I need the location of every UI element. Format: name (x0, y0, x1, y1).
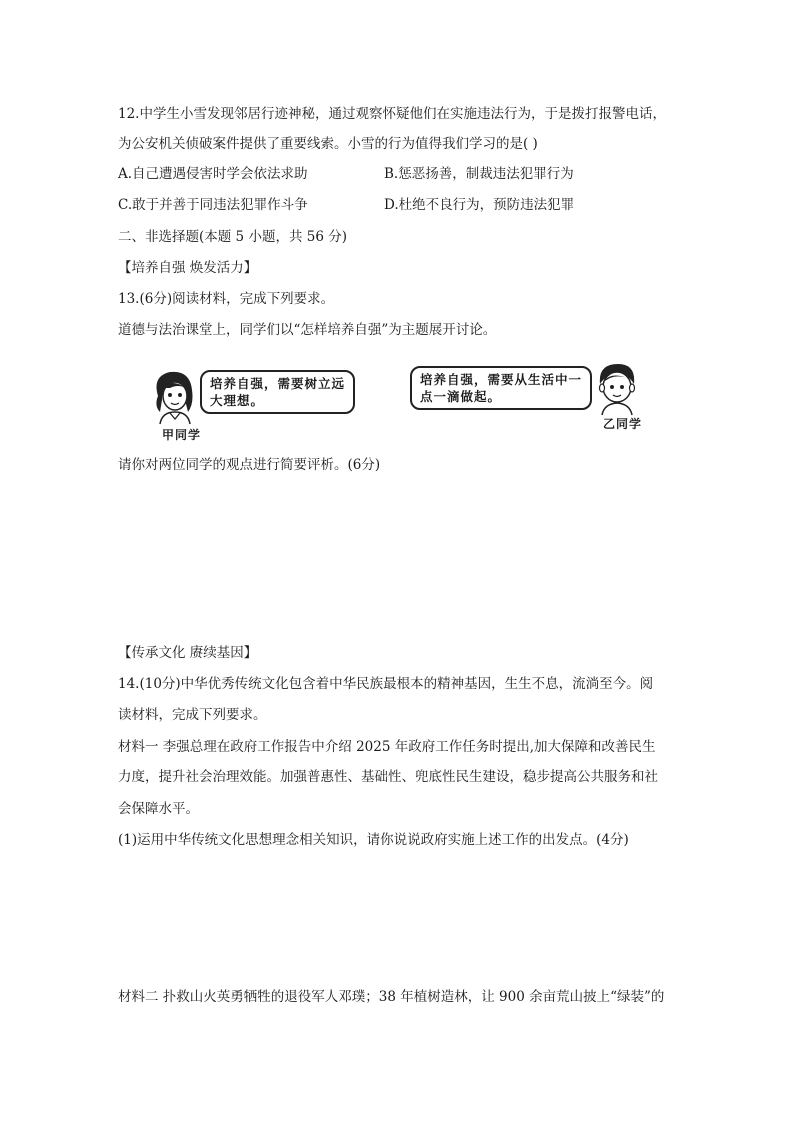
q12-stem-line1: 12.中学生小雪发现邻居行迹神秘，通过观察怀疑他们在实施违法行为，于是拨打报警电话， (118, 106, 666, 122)
q14-material1-line3: 会保障水平。 (118, 801, 199, 817)
right-bubble-line2: 点一滴做起。 (420, 389, 502, 404)
q13-question: 请你对两位同学的观点进行简要评析。(6分) (118, 457, 381, 473)
right-speech-bubble (410, 366, 592, 410)
q12-option-a: A.自己遭遇侵害时学会依法求助 (118, 166, 308, 182)
q12-option-b: B.惩恶扬善，制裁违法犯罪行为 (384, 166, 574, 182)
q13-stem-line1: 13.(6分)阅读材料，完成下列要求。 (118, 291, 335, 307)
q12-stem-line2: 为公安机关侦破案件提供了重要线索。小雪的行为值得我们学习的是( ) (118, 136, 538, 152)
q12-option-c: C.敢于并善于同违法犯罪作斗争 (118, 197, 308, 213)
q13-stem-line2: 道德与法治课堂上，同学们以“怎样培养自强”为主题展开讨论。 (118, 322, 497, 338)
q12-option-d: D.杜绝不良行为，预防违法犯罪 (384, 197, 575, 213)
q14-stem-line2: 读材料，完成下列要求。 (118, 707, 267, 723)
left-speech-bubble (200, 370, 355, 414)
boy-student-illustration (592, 360, 642, 416)
girl-student-illustration (148, 366, 200, 426)
q14-stem-line1: 14.(10分)中华优秀传统文化包含着中华民族最根本的精神基因，生生不息，流淌至今。阅 (118, 676, 654, 692)
q14-material1-line2: 力度，提升社会治理效能。加强普惠性、基础性、兜底性民生建设，稳步提高公共服务和社 (118, 769, 658, 785)
caption-student-jia: 甲同学 (162, 428, 202, 442)
q14-material1-line1: 材料一 李强总理在政府工作报告中介绍 2025 年政府工作任务时提出,加大保障和改善民生 (118, 739, 656, 755)
left-bubble-line2: 大理想。 (210, 393, 265, 408)
q14-material2-line1: 材料二 扑救山火英勇牺牲的退役军人邓璞；38 年植树造林，让 900 余亩荒山披上“绿装”的 (118, 989, 665, 1005)
q14-subquestion-1: (1)运用中华传统文化思想理念相关知识，请你说说政府实施上述工作的出发点。(4分) (118, 832, 629, 848)
section2-heading: 二、非选择题(本题 5 小题，共 56 分) (118, 229, 347, 245)
right-bubble-line1: 培养自强，需要从生活中一 (420, 372, 583, 387)
caption-student-yi: 乙同学 (603, 417, 643, 431)
theme-heading-2: 【传承文化 赓续基因】 (118, 645, 258, 661)
left-bubble-line1: 培养自强，需要树立远 (210, 376, 346, 391)
theme-heading-1: 【培养自强 焕发活力】 (118, 260, 258, 276)
